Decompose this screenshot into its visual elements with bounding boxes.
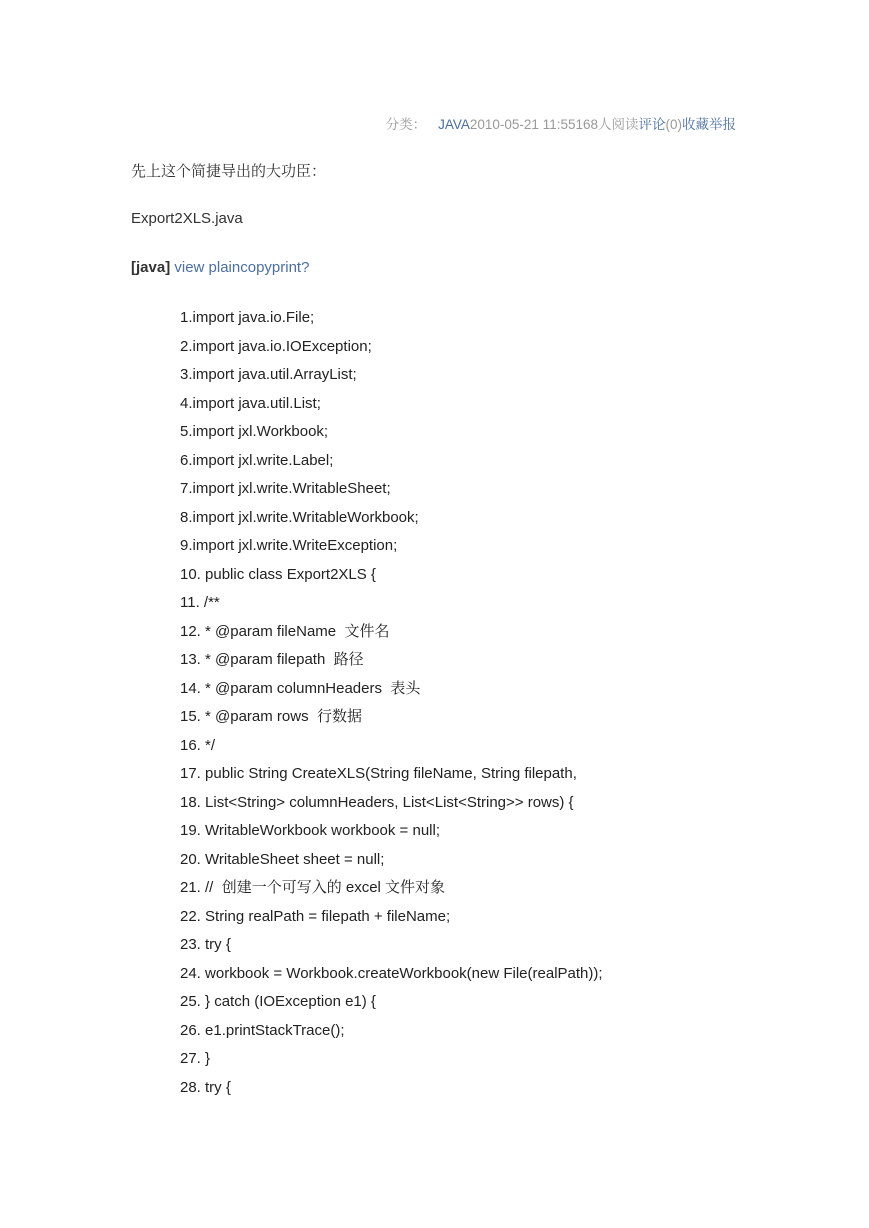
report-link[interactable]: 举报: [709, 117, 736, 132]
intro-text: 先上这个简捷导出的大功臣：: [131, 163, 327, 180]
code-line: 17. public String CreateXLS(String fileName, String filepath,: [180, 765, 577, 782]
code-line: 12. * @param fileName 文件名: [180, 622, 390, 640]
code-line: 10. public class Export2XLS {: [180, 565, 376, 583]
category-link[interactable]: JAVA: [438, 117, 470, 132]
code-line: 1.import java.io.File;: [180, 309, 315, 326]
comment-count: (0): [665, 117, 682, 132]
copy-link[interactable]: copy: [240, 259, 272, 276]
code-line: 20. WritableSheet sheet = null;: [180, 850, 385, 868]
code-line: 5.import jxl.Workbook;: [180, 423, 329, 440]
code-line: 28. try {: [180, 1078, 231, 1096]
code-line: 3.import java.util.ArrayList;: [180, 366, 357, 383]
code-line: 2.import java.io.IOException;: [180, 337, 372, 355]
code-line: 27. }: [180, 1050, 211, 1067]
comment-link[interactable]: 评论: [638, 117, 666, 132]
view-plain-link[interactable]: view plain: [174, 259, 241, 276]
reads-label: 人阅读: [598, 117, 639, 132]
code-line: 13. * @param filepath 路径: [180, 651, 364, 668]
code-line: 7.import jxl.write.WritableSheet;: [180, 480, 391, 497]
help-link[interactable]: ?: [301, 259, 310, 276]
code-line: 9.import jxl.write.WriteException;: [180, 537, 398, 554]
code-line: 26. e1.printStackTrace();: [180, 1021, 345, 1039]
code-block: [180, 308, 603, 1106]
code-line: 24. workbook = Workbook.createWorkbook(new File(realPath));: [180, 964, 603, 982]
code-line: 4.import java.util.List;: [180, 394, 321, 412]
category-label: 分类：: [385, 117, 427, 132]
print-link[interactable]: print: [271, 259, 302, 276]
code-line: 16. */: [180, 736, 216, 754]
code-line: 21. // 创建一个可写入的 excel 文件对象: [180, 879, 446, 896]
code-line: 11. /**: [180, 594, 220, 611]
code-line: 15. * @param rows 行数据: [180, 708, 362, 725]
code-toolbar: [131, 259, 309, 276]
code-line: 8.import jxl.write.WritableWorkbook;: [180, 508, 419, 526]
code-line: 6.import jxl.write.Label;: [180, 451, 334, 469]
code-line: 25. } catch (IOException e1) {: [180, 993, 376, 1010]
code-line: 18. List<String> columnHeaders, List<List<String>> rows) {: [180, 793, 574, 811]
code-line: 19. WritableWorkbook workbook = null;: [180, 822, 440, 839]
article-meta: [386, 113, 736, 133]
file-name: Export2XLS.java: [131, 210, 243, 227]
code-line: 23. try {: [180, 936, 231, 953]
post-datetime-reads: 2010-05-21 11:55168: [469, 117, 598, 132]
favorite-link[interactable]: 收藏: [682, 117, 709, 132]
code-language: [java]: [131, 259, 171, 276]
code-line: 22. String realPath = filepath + fileName;: [180, 907, 451, 925]
code-line: 14. * @param columnHeaders 表头: [180, 679, 421, 697]
